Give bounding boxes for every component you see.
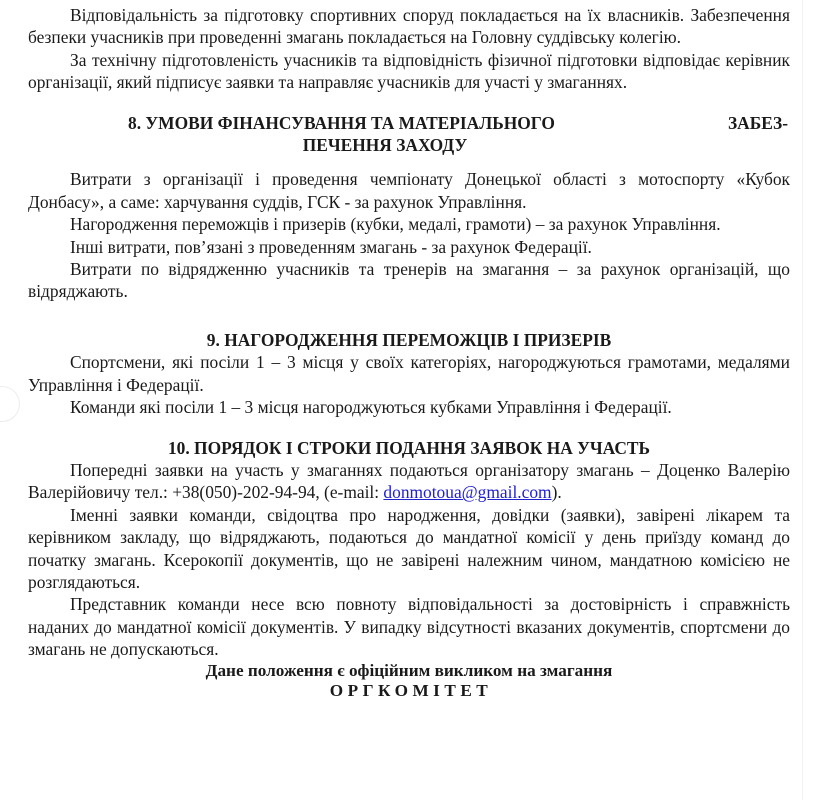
intro-paragraph-2: За технічну підготовленість учасників та відповідність фізичної підготовки відповідає керівник організації, який підписує заявки та направляє учасників для участі у змаганнях. xyxy=(28,49,790,93)
section-10-paragraph-1 xyxy=(28,459,790,504)
section-10-paragraph-2: Іменні заявки команди, свідоцтва про народження, довідки (заявки), завірені лікарем та керівником закладу, що відряджають, подаються до мандатної комісії у день приїзду команд до початку змагань. Ксерокопії документів, що не завірені належним чином, мандатною комісією не розглядаються. xyxy=(28,504,790,592)
section-8-heading-line-2: ПЕЧЕННЯ ЗАХОДУ xyxy=(302,135,468,156)
section-9-paragraph-1: Спортсмени, які посіли 1 – 3 місця у своїх категоріях, нагороджуються грамотами, медалями Управління і Федерації. xyxy=(28,352,790,395)
section-10-paragraph-1-tail: ). xyxy=(551,482,562,503)
section-8-paragraph-3: Інші витрати, пов’язані з проведенням змагань - за рахунок Федерації. xyxy=(70,236,592,257)
section-8-paragraph-2: Нагородження переможців і призерів (кубки, медалі, грамоти) – за рахунок Управління. xyxy=(70,214,721,235)
section-8-heading-right: ЗАБЕЗ- xyxy=(727,112,788,133)
section-10-heading: 10. ПОРЯДОК І СТРОКИ ПОДАННЯ ЗАЯВОК НА УЧАСТЬ xyxy=(167,437,651,458)
section-10-paragraph-3: Представник команди несе всю повноту відповідальності за достовірність і справжність наданих до мандатної комісії документів. У випадку відсутності вказаних документів, спортсмени до змагань не допускаються. xyxy=(28,594,790,660)
email-link[interactable]: donmotoua@gmail.com xyxy=(383,482,552,503)
closing-statement: Дане положення є офіційним викликом на змагання xyxy=(205,660,613,680)
closing-signature: ОРГКОМІТЕТ xyxy=(329,680,493,700)
scan-edge-artifact xyxy=(802,0,803,800)
section-9-paragraph-2: Команди які посіли 1 – 3 місця нагороджуються кубками Управління і Федерації. xyxy=(70,397,672,418)
section-10-paragraph-1-lead: Попередні заявки на участь у змаганнях подаються організатору змагань – Доценко Валерію Валерійовичу тел.: +38(050)-202-94-94, (e-mail: xyxy=(28,459,790,503)
section-8-heading-left: 8. УМОВИ ФІНАНСУВАННЯ ТА МАТЕРІАЛЬНОГО xyxy=(128,112,555,133)
scan-circle-artifact xyxy=(0,386,20,422)
intro-paragraph-1: Відповідальність за підготовку спортивних споруд покладається на їх власників. Забезпечення безпеки учасників при проведенні змагань покладається на Головну суддівську колегію. xyxy=(28,5,790,48)
section-9-heading: 9. НАГОРОДЖЕННЯ ПЕРЕМОЖЦІВ І ПРИЗЕРІВ xyxy=(206,329,612,350)
section-8-paragraph-4: Витрати по відрядженню учасників та тренерів на змагання – за рахунок організацій, що відряджають. xyxy=(28,259,790,302)
section-8-heading-line-1 xyxy=(28,112,790,134)
section-8-paragraph-1: Витрати з організації і проведення чемпіонату Донецької області з мотоспорту «Кубок Донбасу», а саме: харчування суддів, ГСК - за рахунок Управління. xyxy=(28,169,790,212)
